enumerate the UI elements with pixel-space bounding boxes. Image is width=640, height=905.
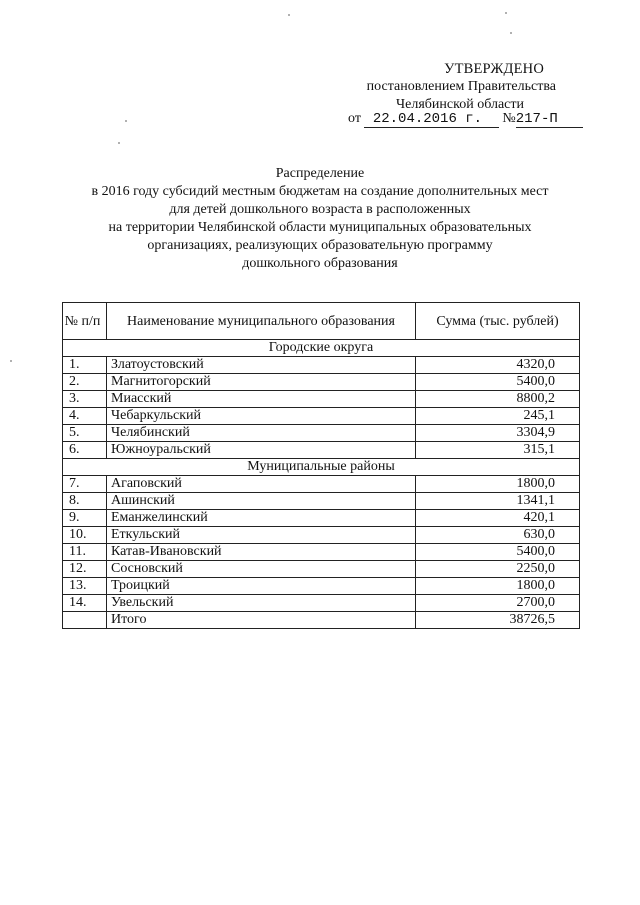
row-sum: 315,1: [416, 442, 580, 459]
row-num: 6.: [63, 442, 107, 459]
table-row: [63, 408, 580, 425]
row-sum: 8800,2: [416, 391, 580, 408]
row-name: Катав-Ивановский: [107, 544, 416, 561]
row-name: Челябинский: [107, 425, 416, 442]
scan-speck: [118, 142, 120, 144]
table-row: [63, 493, 580, 510]
total-label: Итого: [107, 612, 416, 629]
row-sum: 2700,0: [416, 595, 580, 612]
document-title: [40, 165, 600, 273]
row-name: Еманжелинский: [107, 510, 416, 527]
table-row: [63, 442, 580, 459]
date-prefix: от: [348, 111, 361, 126]
row-sum: 245,1: [416, 408, 580, 425]
row-sum: 1800,0: [416, 578, 580, 595]
row-name: Чебаркульский: [107, 408, 416, 425]
approval-line-2: Челябинской области: [396, 97, 524, 112]
row-num: 5.: [63, 425, 107, 442]
row-name: Увельский: [107, 595, 416, 612]
row-name: Ашинский: [107, 493, 416, 510]
row-name: Агаповский: [107, 476, 416, 493]
row-name: Троицкий: [107, 578, 416, 595]
table-row: [63, 544, 580, 561]
section-row: [63, 340, 580, 357]
scan-speck: [125, 120, 127, 122]
table-row: [63, 391, 580, 408]
table-row: [63, 595, 580, 612]
approval-line-1: постановлением Правительства: [366, 79, 556, 94]
section-row: [63, 459, 580, 476]
date-value: 22.04.2016 г.: [364, 112, 498, 128]
row-num: 11.: [63, 544, 107, 561]
title-line-4: на территории Челябинской области муниципальных образовательных: [108, 220, 532, 235]
header-num: № п/п: [63, 303, 107, 340]
scan-speck: [505, 12, 507, 14]
row-name: Еткульский: [107, 527, 416, 544]
number-value: 217-П: [516, 112, 583, 128]
table-header-row: [63, 303, 580, 340]
row-num: 1.: [63, 357, 107, 374]
row-sum: 2250,0: [416, 561, 580, 578]
table-row: [63, 425, 580, 442]
row-num: 4.: [63, 408, 107, 425]
title-line-5: организациях, реализующих образовательную программу: [147, 238, 493, 253]
total-row: [63, 612, 580, 629]
row-sum: 4320,0: [416, 357, 580, 374]
table-row: [63, 374, 580, 391]
row-num: 10.: [63, 527, 107, 544]
row-num: 14.: [63, 595, 107, 612]
approval-heading: УТВЕРЖДЕНО: [444, 61, 544, 77]
row-sum: 3304,9: [416, 425, 580, 442]
row-sum: 5400,0: [416, 374, 580, 391]
scan-speck: [10, 360, 12, 362]
row-sum: 630,0: [416, 527, 580, 544]
table-row: [63, 561, 580, 578]
row-name: Миасский: [107, 391, 416, 408]
scan-speck: [510, 32, 512, 34]
table-body: [63, 340, 580, 629]
table-row: [63, 357, 580, 374]
title-line-6: дошкольного образования: [242, 256, 398, 271]
row-sum: 420,1: [416, 510, 580, 527]
row-sum: 5400,0: [416, 544, 580, 561]
scan-speck: [288, 14, 290, 16]
header-name: Наименование муниципального образования: [107, 303, 416, 340]
row-name: Магнитогорский: [107, 374, 416, 391]
approval-block: [330, 60, 570, 114]
table-row: [63, 476, 580, 493]
number-prefix: №: [502, 111, 516, 126]
row-num: 9.: [63, 510, 107, 527]
row-sum: 1800,0: [416, 476, 580, 493]
row-num: 2.: [63, 374, 107, 391]
total-num: [63, 612, 107, 629]
header-sum: Сумма (тыс. рублей): [416, 303, 580, 340]
title-line-3: для детей дошкольного возраста в расположенных: [169, 202, 471, 217]
row-name: Южноуральский: [107, 442, 416, 459]
row-num: 13.: [63, 578, 107, 595]
row-sum: 1341,1: [416, 493, 580, 510]
title-line-1: Распределение: [275, 166, 365, 181]
table-row: [63, 527, 580, 544]
row-name: Златоустовский: [107, 357, 416, 374]
row-num: 3.: [63, 391, 107, 408]
section-label: Муниципальные районы: [63, 459, 580, 476]
subsidy-table: [62, 302, 580, 629]
section-label: Городские округа: [63, 340, 580, 357]
table-row: [63, 578, 580, 595]
approval-date-line: [348, 111, 583, 128]
row-num: 8.: [63, 493, 107, 510]
row-num: 7.: [63, 476, 107, 493]
row-name: Сосновский: [107, 561, 416, 578]
table-row: [63, 510, 580, 527]
row-num: 12.: [63, 561, 107, 578]
total-sum: 38726,5: [416, 612, 580, 629]
title-line-2: в 2016 году субсидий местным бюджетам на создание дополнительных мест: [91, 184, 549, 199]
